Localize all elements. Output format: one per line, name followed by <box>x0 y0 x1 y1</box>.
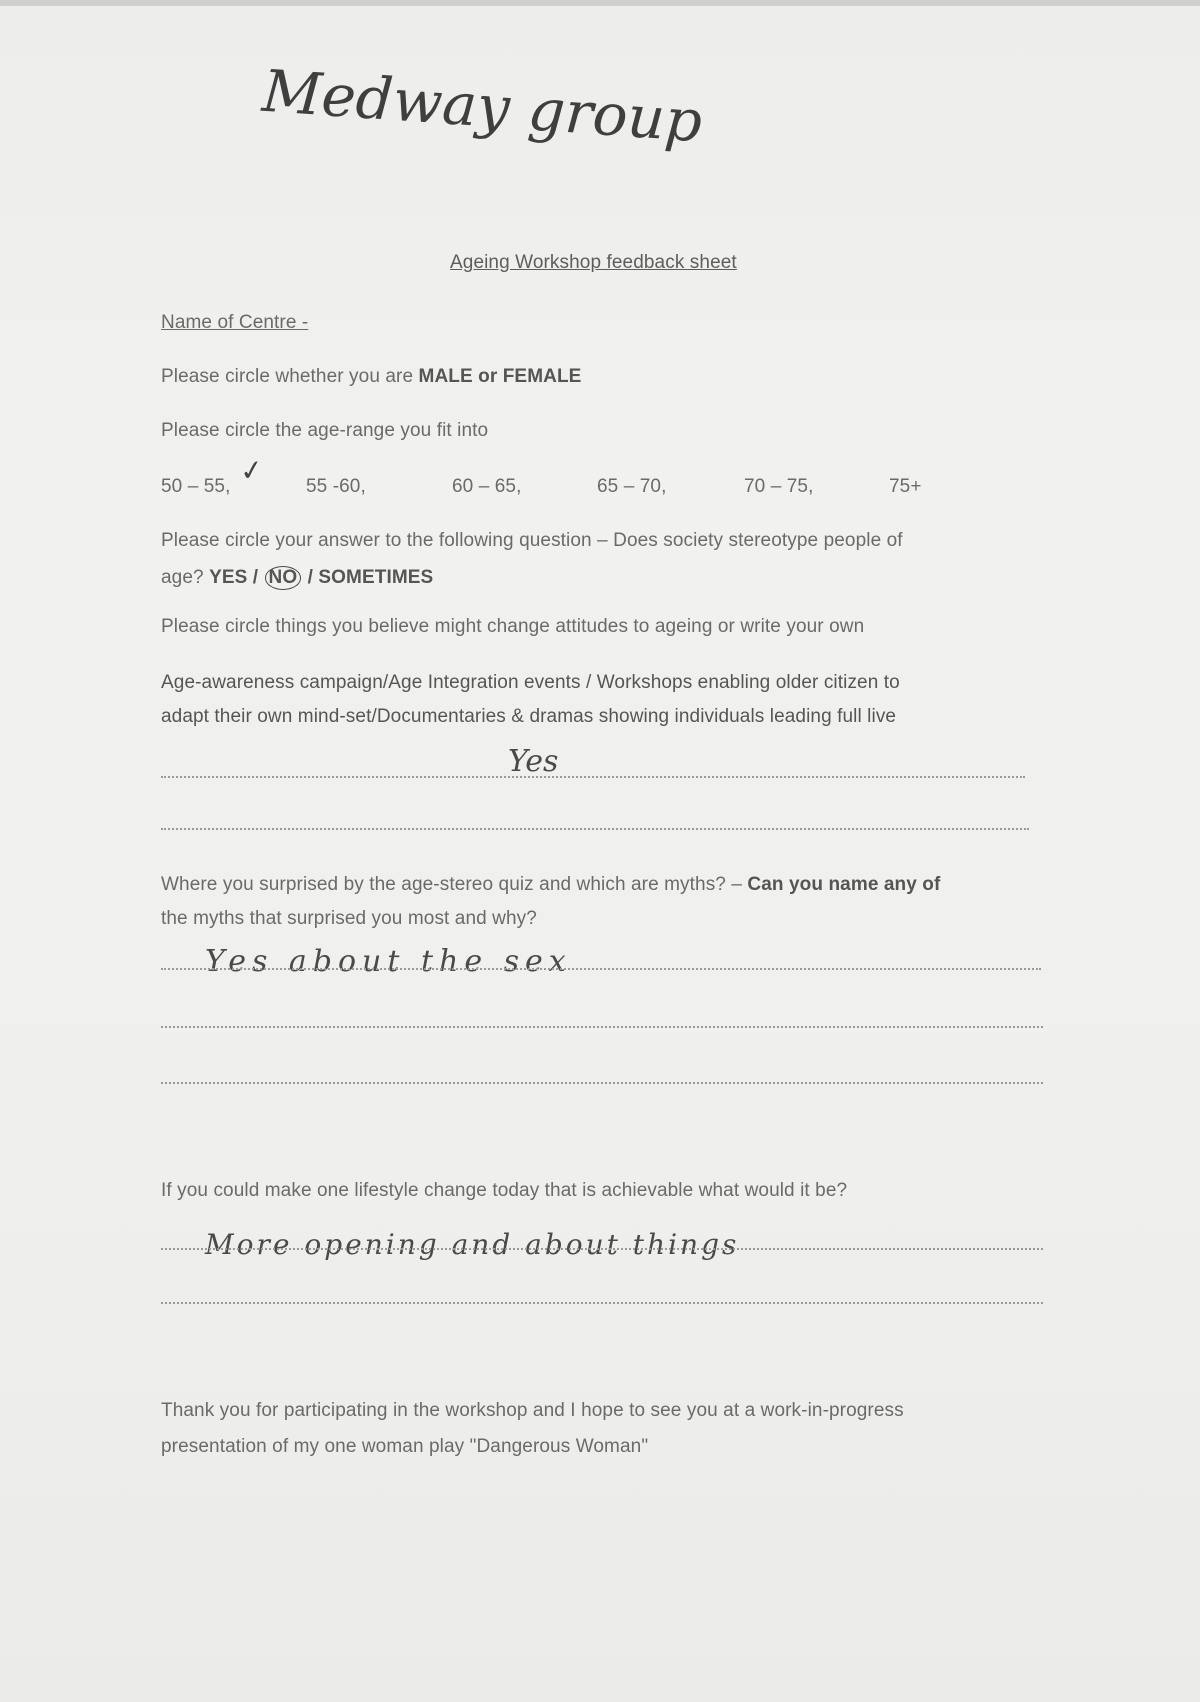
option-no-circled[interactable]: NO <box>265 566 302 590</box>
gender-prompt: Please circle whether you are <box>161 366 414 387</box>
stereotype-question-line2 <box>161 566 433 590</box>
quiz-question-line1 <box>161 874 940 896</box>
scan-edge <box>0 0 1200 6</box>
option-yes[interactable]: YES / <box>209 567 259 588</box>
attitudes-options-line2: adapt their own mind-set/Documentaries & dramas showing individuals leading full live <box>161 706 897 727</box>
attitudes-options-line1: Age-awareness campaign/Age Integration events / Workshops enabling older citizen to <box>161 672 900 693</box>
quiz-answer-line-3 <box>161 1082 1043 1084</box>
lifestyle-answer-line-1 <box>161 1248 1043 1250</box>
attitudes-answer-line-1 <box>161 776 1025 778</box>
age-range-2[interactable]: 60 – 65, <box>452 476 522 497</box>
age-range-4[interactable]: 70 – 75, <box>744 476 814 497</box>
lifestyle-answer: More opening and about things <box>205 1228 740 1261</box>
stereotype-prefix: age? <box>161 567 204 588</box>
lifestyle-question: If you could make one lifestyle change today that is achievable what would it be? <box>161 1180 848 1201</box>
stereotype-question-line1: Please circle your answer to the following question – Does society stereotype people of <box>161 530 903 551</box>
handwritten-header: Medway group <box>260 56 705 156</box>
attitudes-answer: Yes <box>508 744 559 779</box>
sheet-title: Ageing Workshop feedback sheet <box>450 252 737 273</box>
thanks-line1: Thank you for participating in the workshop and I hope to see you at a work-in-progress <box>161 1400 904 1421</box>
attitudes-prompt: Please circle things you believe might change attitudes to ageing or write your own <box>161 616 865 637</box>
attitudes-answer-line-2 <box>161 828 1029 830</box>
age-range-5[interactable]: 75+ <box>889 476 922 497</box>
quiz-answer-line-1 <box>161 968 1041 970</box>
age-prompt: Please circle the age-range you fit into <box>161 420 489 441</box>
quiz-question-line2: the myths that surprised you most and why? <box>161 908 537 929</box>
age-range-3[interactable]: 65 – 70, <box>597 476 667 497</box>
name-of-centre-label: Name of Centre - <box>161 312 309 333</box>
quiz-answer-line-2 <box>161 1026 1043 1028</box>
gender-options: MALE or FEMALE <box>418 366 582 387</box>
age-range-1[interactable]: 55 -60, <box>306 476 366 497</box>
thanks-line2: presentation of my one woman play "Dangerous Woman" <box>161 1436 649 1457</box>
quiz-question-a: Where you surprised by the age-stereo quiz and which are myths? – <box>161 874 743 895</box>
option-sometimes[interactable]: / SOMETIMES <box>307 567 434 588</box>
quiz-question-b: Can you name any of <box>747 874 941 895</box>
checkmark-icon: ✓ <box>237 452 266 489</box>
lifestyle-answer-line-2 <box>161 1302 1043 1304</box>
quiz-answer: Yes about the sex <box>205 944 572 979</box>
gender-question <box>161 366 581 388</box>
age-range-0[interactable]: 50 – 55, <box>161 476 231 497</box>
